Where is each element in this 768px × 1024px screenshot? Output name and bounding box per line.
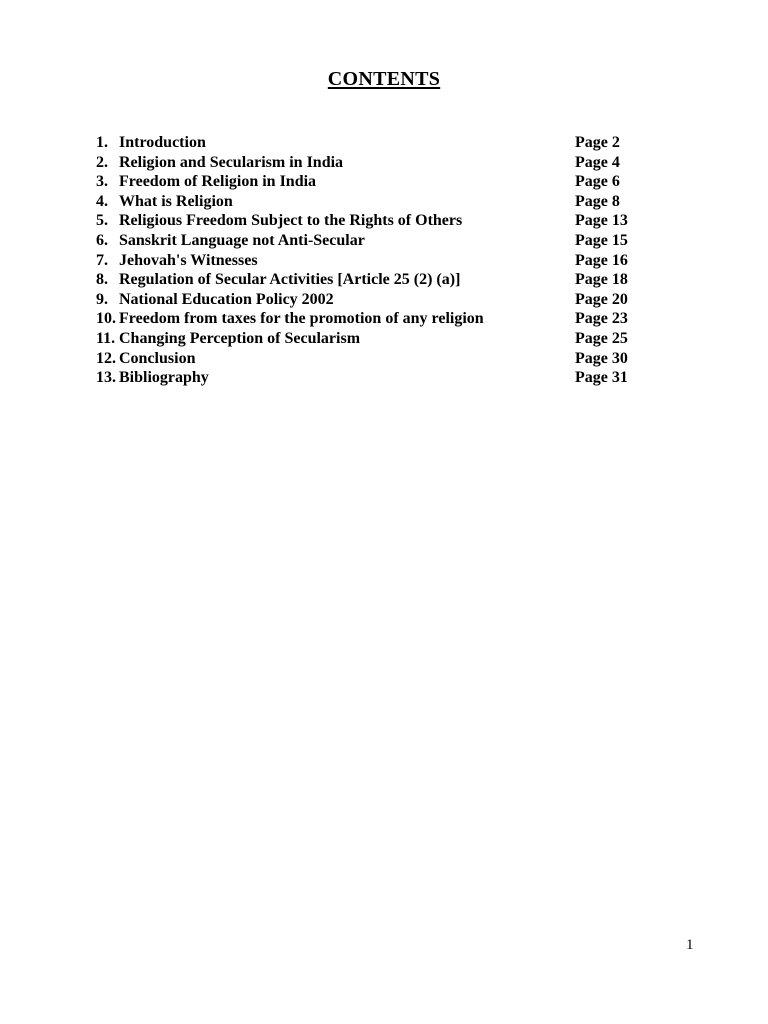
- toc-entry-page: Page 20: [575, 290, 628, 308]
- toc-entry: [96, 368, 656, 388]
- toc-entry-number: 8.: [96, 271, 108, 289]
- toc-entry-page: Page 8: [575, 192, 620, 210]
- toc-entry-number: 3.: [96, 173, 108, 191]
- toc-entry-title: Religious Freedom Subject to the Rights of Others: [119, 212, 463, 230]
- toc-entry-title: Bibliography: [119, 369, 209, 387]
- toc-entry-number: 5.: [96, 212, 108, 230]
- toc-entry: [96, 172, 656, 192]
- toc-entry-title: Religion and Secularism in India: [119, 153, 344, 171]
- toc-entry-number: 10.: [96, 310, 116, 328]
- toc-entry: [96, 153, 656, 173]
- toc-entry-page: Page 4: [575, 153, 620, 171]
- toc-entry: [96, 309, 656, 329]
- toc-entry-number: 4.: [96, 192, 108, 210]
- toc-entry-number: 6.: [96, 231, 108, 249]
- toc-entry-page: Page 18: [575, 271, 628, 289]
- toc-entry-number: 11.: [96, 329, 116, 347]
- toc-entry-page: Page 2: [575, 134, 620, 151]
- toc-entry: [96, 192, 656, 212]
- toc-entry-page: Page 13: [575, 212, 628, 230]
- toc-entry-title: National Education Policy 2002: [119, 290, 334, 308]
- toc-entry-number: 7.: [96, 251, 108, 269]
- toc-entry: [96, 349, 656, 369]
- toc-entry-number: 2.: [96, 153, 108, 171]
- toc-entry-title: Freedom from taxes for the promotion of any religion: [119, 310, 484, 328]
- toc-entry-number: 13.: [96, 369, 116, 387]
- toc-entry-number: 9.: [96, 290, 108, 308]
- toc-entry-page: Page 16: [575, 251, 628, 269]
- toc-entry: [96, 329, 656, 349]
- table-of-contents: [96, 133, 656, 388]
- toc-entry-title: Freedom of Religion in India: [119, 173, 317, 191]
- toc-entry-title: Changing Perception of Secularism: [119, 329, 361, 347]
- toc-entry-page: Page 30: [575, 349, 628, 367]
- contents-heading: CONTENTS: [327, 68, 441, 90]
- toc-entry-title: Jehovah's Witnesses: [119, 251, 258, 269]
- toc-entry-title: Introduction: [119, 134, 206, 151]
- toc-entry: [96, 270, 656, 290]
- toc-entry-page: Page 31: [575, 369, 628, 387]
- toc-entry: [96, 251, 656, 271]
- toc-entry: [96, 211, 656, 231]
- toc-entry-page: Page 25: [575, 329, 628, 347]
- toc-entry-page: Page 6: [575, 173, 620, 191]
- toc-entry-title: Regulation of Secular Activities [Article 25 (2) (a)]: [119, 271, 461, 289]
- toc-entry-title: Conclusion: [119, 349, 196, 367]
- toc-entry: [96, 133, 656, 153]
- toc-entry-number: 1.: [96, 134, 108, 151]
- toc-entry-number: 12.: [96, 349, 116, 367]
- toc-entry: [96, 231, 656, 251]
- toc-entry-page: Page 23: [575, 310, 628, 328]
- page-number: 1: [686, 937, 694, 953]
- toc-entry-page: Page 15: [575, 231, 628, 249]
- toc-entry-title: Sanskrit Language not Anti-Secular: [119, 231, 365, 249]
- toc-entry-title: What is Religion: [119, 192, 233, 210]
- toc-entry: [96, 290, 656, 310]
